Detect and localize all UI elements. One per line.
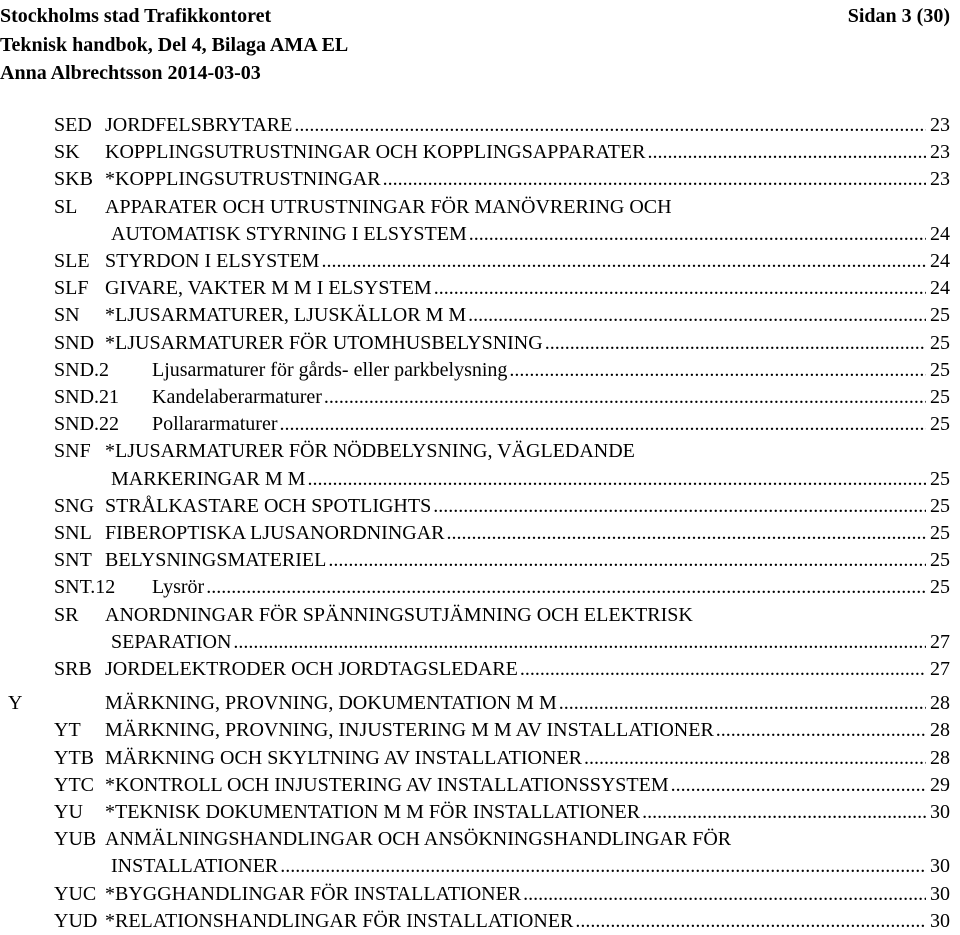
toc-entry xyxy=(0,139,960,166)
document-title: Teknisk handbok, Del 4, Bilaga AMA EL xyxy=(0,34,349,56)
toc-title-continued: MARKERINGAR M M xyxy=(111,466,306,493)
toc-page-number: 25 xyxy=(928,357,950,384)
toc-page-number: 30 xyxy=(928,799,950,826)
toc-entry xyxy=(0,221,960,248)
toc-title: *LJUSARMATURER, LJUSKÄLLOR M M xyxy=(105,302,467,329)
toc-leader-dots xyxy=(545,330,926,357)
toc-entry xyxy=(0,745,960,772)
header-line-1 xyxy=(0,3,960,29)
page-number: Sidan 3 (30) xyxy=(847,5,950,27)
toc-code: SNT xyxy=(54,549,92,572)
toc-leader-dots xyxy=(280,411,927,438)
toc-leader-dots xyxy=(469,221,926,248)
toc-page-number: 25 xyxy=(928,411,950,438)
toc-page-number: 25 xyxy=(928,547,950,574)
toc-entry xyxy=(0,302,960,329)
toc-code: SND xyxy=(54,331,95,354)
toc-entry xyxy=(0,629,960,656)
toc-code: SK xyxy=(54,141,80,164)
toc-title-continued: INSTALLATIONER xyxy=(111,853,279,880)
toc-title: *LJUSARMATURER FÖR UTOMHUSBELYSNING xyxy=(105,330,544,357)
toc-entry xyxy=(0,853,960,880)
toc-title: APPARATER OCH UTRUSTNINGAR FÖR MANÖVRERING OCH xyxy=(105,194,673,221)
toc-title: Ljusarmaturer för gårds- eller parkbelysning xyxy=(152,357,508,384)
toc-leader-dots xyxy=(280,853,926,880)
toc-leader-dots xyxy=(321,248,926,275)
toc-page-number: 28 xyxy=(928,717,950,744)
toc-code: SL xyxy=(54,195,78,218)
toc-leader-dots xyxy=(559,690,926,717)
toc-title: *KONTROLL OCH INJUSTERING AV INSTALLATIONSSYSTEM xyxy=(105,772,670,799)
toc-page-number: 29 xyxy=(928,772,950,799)
toc-code: SN xyxy=(54,304,80,327)
toc-page-number: 27 xyxy=(928,656,950,683)
toc-code: SNG xyxy=(54,494,95,517)
toc-leader-dots xyxy=(716,717,926,744)
toc-code: YUC xyxy=(54,882,97,905)
toc-entry xyxy=(0,574,960,601)
toc-entry xyxy=(0,384,960,411)
toc-leader-dots xyxy=(324,384,926,411)
toc-entry xyxy=(0,357,960,384)
toc-code: SLF xyxy=(54,277,89,300)
toc-title: *BYGGHANDLINGAR FÖR INSTALLATIONER xyxy=(105,881,522,908)
toc-leader-dots xyxy=(328,547,926,574)
toc-entry xyxy=(0,656,960,683)
toc-page-number: 24 xyxy=(928,275,950,302)
toc-title: STYRDON I ELSYSTEM xyxy=(105,248,320,275)
toc-entry xyxy=(0,717,960,744)
toc-leader-dots xyxy=(575,908,926,935)
toc-title: *TEKNISK DOKUMENTATION M M FÖR INSTALLATIONER xyxy=(105,799,641,826)
toc-code: SNT.12 xyxy=(54,576,116,599)
toc-entry xyxy=(0,166,960,193)
toc-leader-dots xyxy=(294,112,926,139)
toc-entry xyxy=(0,908,960,935)
toc-code: SND.2 xyxy=(54,358,110,381)
toc-code: YTB xyxy=(54,746,94,769)
toc-leader-dots xyxy=(671,772,926,799)
toc-title: *LJUSARMATURER FÖR NÖDBELYSNING, VÄGLEDANDE xyxy=(105,438,636,465)
toc-title: KOPPLINGSUTRUSTNINGAR OCH KOPPLINGSAPPARATER xyxy=(105,139,646,166)
toc-page-number: 28 xyxy=(928,690,950,717)
toc-page-number: 25 xyxy=(928,466,950,493)
toc-title: STRÅLKASTARE OCH SPOTLIGHTS xyxy=(105,493,432,520)
toc-leader-dots xyxy=(307,466,926,493)
toc-title: JORDFELSBRYTARE xyxy=(105,112,293,139)
toc-leader-dots xyxy=(509,357,926,384)
toc-code: YUB xyxy=(54,828,97,851)
toc-title: MÄRKNING OCH SKYLTNING AV INSTALLATIONER xyxy=(105,745,583,772)
toc-code: YTC xyxy=(54,773,94,796)
toc-title: MÄRKNING, PROVNING, DOKUMENTATION M M xyxy=(105,690,558,717)
toc-page-number: 30 xyxy=(928,908,950,935)
toc-page-number: 30 xyxy=(928,853,950,880)
toc-title: *RELATIONSHANDLINGAR FÖR INSTALLATIONER xyxy=(105,908,574,935)
toc-entry xyxy=(0,690,960,717)
organization-name: Stockholms stad Trafikkontoret xyxy=(0,5,272,27)
toc-title: Pollararmaturer xyxy=(152,411,279,438)
toc-leader-dots xyxy=(642,799,926,826)
toc-entry xyxy=(0,547,960,574)
toc-leader-dots xyxy=(233,629,926,656)
toc-title: MÄRKNING, PROVNING, INJUSTERING M M AV INSTALLATIONER xyxy=(105,717,715,744)
toc-entry xyxy=(0,799,960,826)
toc-entry xyxy=(0,411,960,438)
toc-page-number: 24 xyxy=(928,248,950,275)
toc-page-number: 23 xyxy=(928,139,950,166)
author-date: Anna Albrechtsson 2014-03-03 xyxy=(0,62,261,84)
toc-code: YT xyxy=(54,719,81,742)
toc-entry xyxy=(0,493,960,520)
toc-entry xyxy=(0,330,960,357)
toc-page-number: 27 xyxy=(928,629,950,656)
toc-title: JORDELEKTRODER OCH JORDTAGSLEDARE xyxy=(105,656,519,683)
toc-title: FIBEROPTISKA LJUSANORDNINGAR xyxy=(105,520,445,547)
toc-page-number: 25 xyxy=(928,384,950,411)
toc-page-number: 23 xyxy=(928,112,950,139)
toc-title: ANORDNINGAR FÖR SPÄNNINGSUTJÄMNING OCH ELEKTRISK xyxy=(105,602,694,629)
toc-leader-dots xyxy=(433,493,926,520)
toc-code: YU xyxy=(54,801,83,823)
toc-page-number: 25 xyxy=(928,330,950,357)
toc-code: YUD xyxy=(54,909,98,932)
toc-entry xyxy=(0,112,960,139)
toc-entry xyxy=(0,438,960,465)
toc-entry xyxy=(0,248,960,275)
toc-code: SED xyxy=(54,114,92,136)
toc-code: SKB xyxy=(54,168,93,191)
toc-entry xyxy=(0,194,960,221)
toc-title: Lysrör xyxy=(152,574,205,601)
toc-title: *KOPPLINGSUTRUSTNINGAR xyxy=(105,166,382,193)
toc-code: Y xyxy=(8,692,23,715)
toc-leader-dots xyxy=(206,574,926,601)
toc-code: SND.22 xyxy=(54,413,120,436)
toc-code: SLE xyxy=(54,250,90,272)
toc-page-number: 25 xyxy=(928,520,950,547)
toc-code: SRB xyxy=(54,658,92,680)
toc-page-number: 24 xyxy=(928,221,950,248)
toc-leader-dots xyxy=(446,520,926,547)
toc-code: SNF xyxy=(54,440,91,463)
toc-entry xyxy=(0,520,960,547)
toc-code: SNL xyxy=(54,522,92,544)
toc-leader-dots xyxy=(523,881,926,908)
toc-page-number: 25 xyxy=(928,493,950,520)
toc-entry xyxy=(0,826,960,853)
toc-title: BELYSNINGSMATERIEL xyxy=(105,547,327,574)
toc-entry xyxy=(0,466,960,493)
toc-code: SND.21 xyxy=(54,386,120,408)
toc-page-number: 25 xyxy=(928,302,950,329)
toc-title: ANMÄLNINGSHANDLINGAR OCH ANSÖKNINGSHANDLINGAR FÖR xyxy=(105,826,732,853)
toc-page-number: 23 xyxy=(928,166,950,193)
toc-title-continued: SEPARATION xyxy=(111,629,232,656)
toc-entry xyxy=(0,602,960,629)
toc-code: SR xyxy=(54,603,79,626)
toc-page-number: 30 xyxy=(928,881,950,908)
toc-leader-dots xyxy=(383,166,926,193)
toc-title-continued: AUTOMATISK STYRNING I ELSYSTEM xyxy=(111,221,468,248)
toc-page-number: 28 xyxy=(928,745,950,772)
toc-entry xyxy=(0,772,960,799)
toc-page-number: 25 xyxy=(928,574,950,601)
toc-leader-dots xyxy=(647,139,926,166)
toc-leader-dots xyxy=(584,745,926,772)
toc-title: GIVARE, VAKTER M M I ELSYSTEM xyxy=(105,275,433,302)
toc-leader-dots xyxy=(468,302,926,329)
toc-entry xyxy=(0,275,960,302)
toc-title: Kandelaberarmaturer xyxy=(152,384,323,411)
toc-leader-dots xyxy=(520,656,926,683)
toc-entry xyxy=(0,881,960,908)
toc-leader-dots xyxy=(434,275,926,302)
